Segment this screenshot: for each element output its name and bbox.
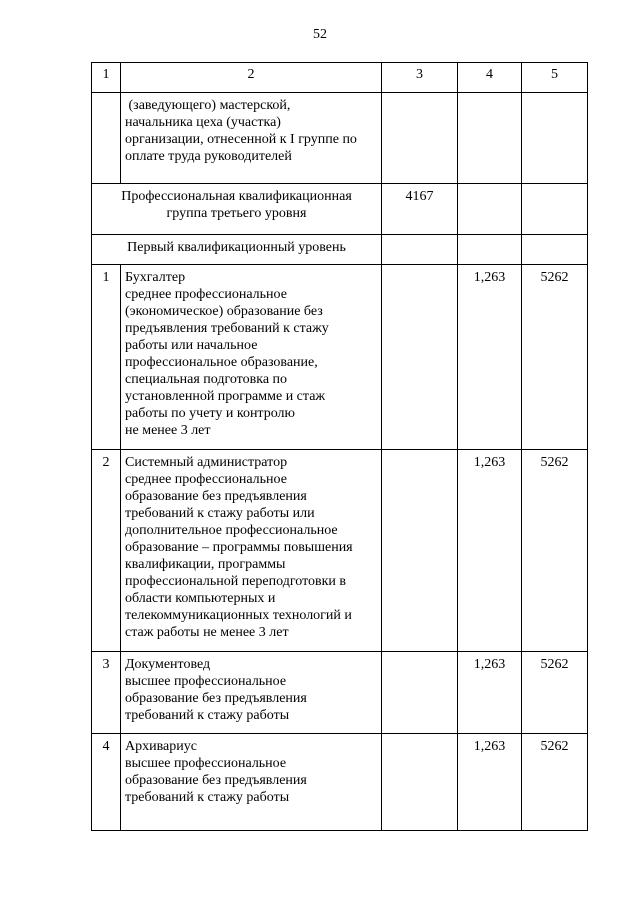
rate-cell xyxy=(522,93,588,184)
description-line: Системный администратор xyxy=(125,455,288,470)
page-number: 52 xyxy=(313,27,327,42)
table-row xyxy=(92,450,588,652)
description-line: дополнительное профессиональное xyxy=(125,523,338,538)
description-line: требований к стажу работы или xyxy=(125,506,315,521)
row-number-cell: 1 xyxy=(92,265,121,450)
salary-cell xyxy=(382,235,458,265)
description-line: специальная подготовка по xyxy=(125,372,288,387)
description-line: установленной программе и стаж xyxy=(125,389,326,404)
salary-cell xyxy=(382,450,458,652)
position-description-cell xyxy=(121,450,382,652)
row-number-cell: 2 xyxy=(92,450,121,652)
coefficient-cell: 1,263 xyxy=(458,265,522,450)
header-row xyxy=(92,63,588,93)
description-line: среднее профессиональное xyxy=(125,287,287,302)
description-line: телекоммуникационных технологий и xyxy=(125,608,352,623)
description-line: профессиональное образование, xyxy=(125,355,318,370)
description-line: Бухгалтер xyxy=(125,270,186,285)
coefficient-cell xyxy=(458,93,522,184)
description-line: Архивариус xyxy=(125,739,197,754)
rate-cell xyxy=(522,235,588,265)
description-line: предъявления требований к стажу xyxy=(125,321,329,336)
position-description-cell xyxy=(121,734,382,831)
qualification-group-title xyxy=(92,184,382,235)
coefficient-cell: 1,263 xyxy=(458,450,522,652)
description-line: (заведующего) мастерской, xyxy=(125,98,291,113)
description-line: образование без предъявления xyxy=(125,773,307,788)
header-cell-4: 4 xyxy=(458,63,522,93)
group-salary-cell: 4167 xyxy=(382,184,458,235)
description-line: образование без предъявления xyxy=(125,489,307,504)
description-line: (экономическое) образование без xyxy=(125,304,323,319)
header-cell-1: 1 xyxy=(92,63,121,93)
coefficient-cell xyxy=(458,184,522,235)
description-line: работы или начальное xyxy=(125,338,258,353)
group-title-line: группа третьего уровня xyxy=(166,206,307,221)
description-line: оплате труда руководителей xyxy=(125,149,292,164)
rate-cell: 5262 xyxy=(522,450,588,652)
header-cell-5: 5 xyxy=(522,63,588,93)
group-row xyxy=(92,184,588,235)
description-line: требований к стажу работы xyxy=(125,790,290,805)
salary-cell xyxy=(382,734,458,831)
description-line: профессиональной переподготовки в xyxy=(125,574,347,589)
description-line: не менее 3 лет xyxy=(125,423,211,438)
description-line: среднее профессиональное xyxy=(125,472,287,487)
description-line: работы по учету и контролю xyxy=(125,406,295,421)
coefficient-cell: 1,263 xyxy=(458,734,522,831)
salary-cell xyxy=(382,93,458,184)
salary-cell xyxy=(382,265,458,450)
description-line: высшее профессиональное xyxy=(125,674,287,689)
rate-cell: 5262 xyxy=(522,652,588,734)
position-description-cell xyxy=(121,652,382,734)
row-number-cell: 4 xyxy=(92,734,121,831)
rate-cell xyxy=(522,184,588,235)
description-line: образование – программы повышения xyxy=(125,540,353,555)
coefficient-cell xyxy=(458,235,522,265)
description-line: высшее профессиональное xyxy=(125,756,287,771)
coefficient-cell: 1,263 xyxy=(458,652,522,734)
salary-cell xyxy=(382,652,458,734)
description-line: стаж работы не менее 3 лет xyxy=(125,625,289,640)
description-line: требований к стажу работы xyxy=(125,708,290,723)
qualification-level-title: Первый квалификационный уровень xyxy=(92,235,382,265)
description-line: области компьютерных и xyxy=(125,591,276,606)
description-line: начальника цеха (участка) xyxy=(125,115,281,130)
position-description-cell xyxy=(121,93,382,184)
table-row xyxy=(92,734,588,831)
rate-cell: 5262 xyxy=(522,265,588,450)
salary-table xyxy=(91,62,588,831)
row-number-cell xyxy=(92,93,121,184)
row-number-cell: 3 xyxy=(92,652,121,734)
rate-cell: 5262 xyxy=(522,734,588,831)
description-line: квалификации, программы xyxy=(125,557,286,572)
position-description-cell xyxy=(121,265,382,450)
table-row xyxy=(92,265,588,450)
description-line: организации, отнесенной к I группе по xyxy=(125,132,357,147)
table-row xyxy=(92,652,588,734)
header-cell-3: 3 xyxy=(382,63,458,93)
group-title-line: Профессиональная квалификационная xyxy=(121,189,352,204)
level-row xyxy=(92,235,588,265)
description-line: образование без предъявления xyxy=(125,691,307,706)
header-cell-2: 2 xyxy=(121,63,382,93)
description-line: Документовед xyxy=(125,657,211,672)
continuation-row xyxy=(92,93,588,184)
